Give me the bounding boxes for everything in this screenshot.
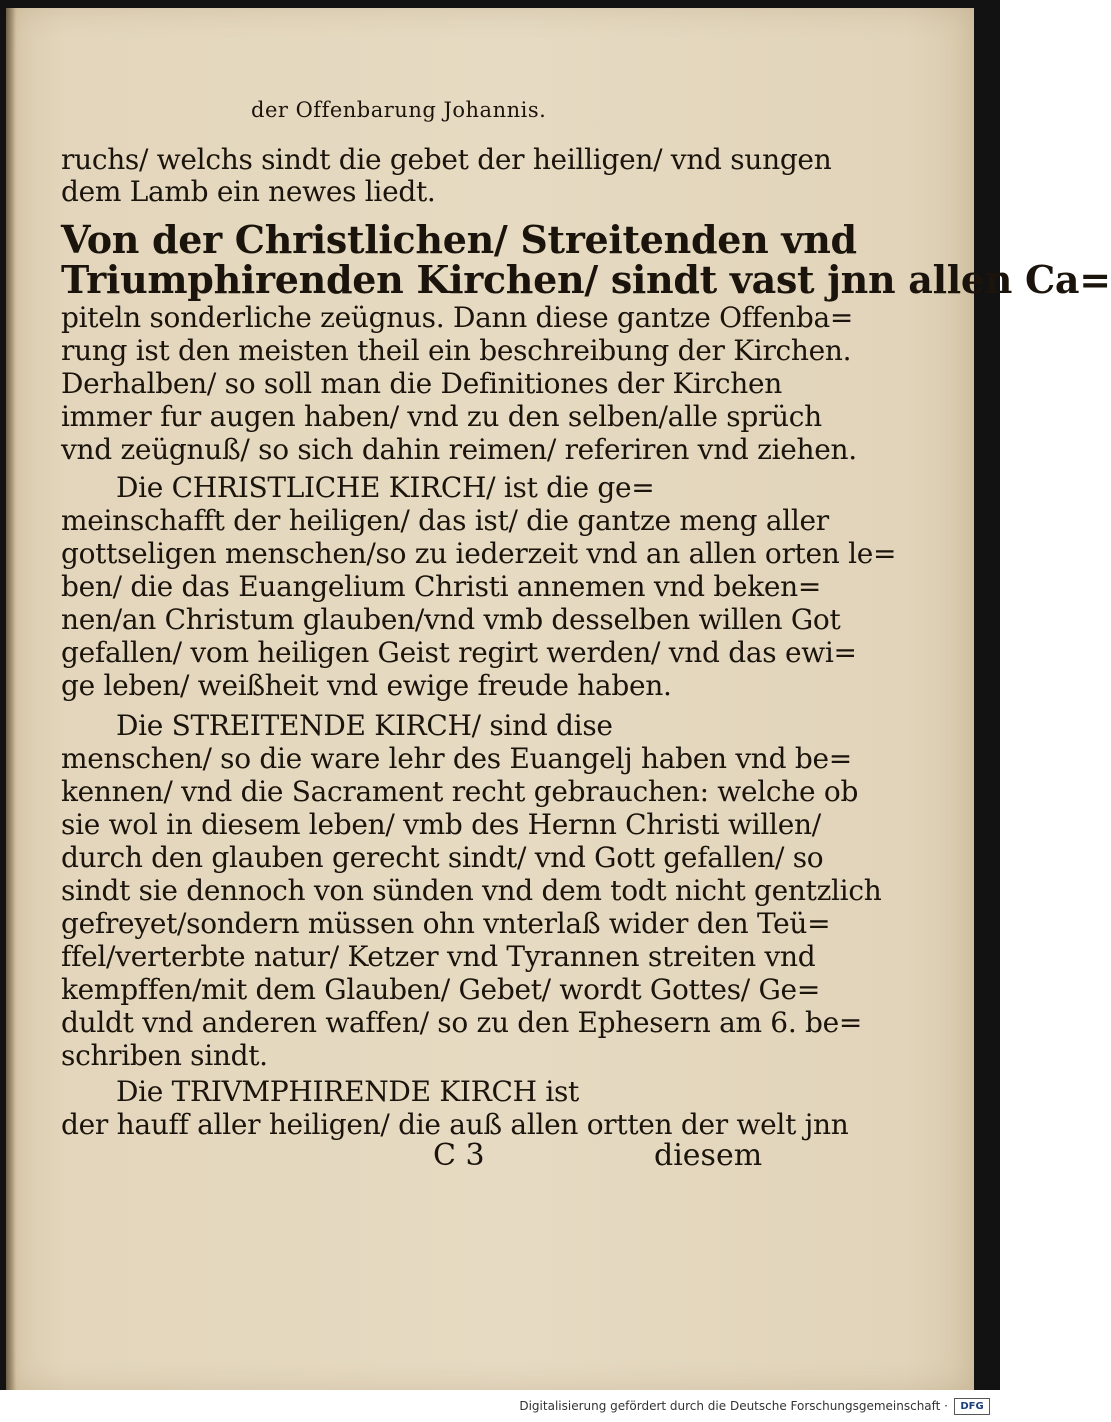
text-line-2: dem Lamb ein newes liedt. [61, 175, 436, 208]
digitization-footer [0, 1390, 1000, 1422]
text-line-12: gottseligen menschen/so zu iederzeit vnd an allen orten le= [61, 537, 897, 570]
text-line-6: rung ist den meisten theil ein beschreibung der Kirchen. [61, 334, 852, 367]
text-line-9: vnd zeügnuß/ so sich dahin reimen/ referiren vnd ziehen. [61, 433, 857, 466]
text-line-29: der hauff aller heiligen/ die auß allen ortten der welt jnn [61, 1108, 849, 1141]
page-footer-line [61, 1138, 763, 1178]
text-line-14: nen/an Christum glauben/vnd vmb desselben willen Got [61, 603, 841, 636]
dfg-logo: DFG [954, 1398, 990, 1415]
text-line-24: ffel/verterbte natur/ Ketzer vnd Tyrannen streiten vnd [61, 940, 816, 973]
text-line-19: kennen/ vnd die Sacrament recht gebrauchen: welche ob [61, 775, 859, 808]
text-line-7: Derhalben/ so soll man die Definitiones der Kirchen [61, 367, 782, 400]
funding-credit: Digitalisierung gefördert durch die Deutsche Forschungsgemeinschaft · [519, 1399, 948, 1413]
text-line-26: duldt vnd anderen waffen/ so zu den Ephesern am 6. be= [61, 1006, 863, 1039]
text-line-20: sie wol in diesem leben/ vmb des Hernn Christi willen/ [61, 808, 821, 841]
running-header: der Offenbarung Johannis. [251, 98, 547, 122]
text-line-22: sindt sie dennoch von sünden vnd dem todt nicht gentzlich [61, 874, 882, 907]
text-line-25: kempffen/mit dem Glauben/ Gebet/ wordt Gottes/ Ge= [61, 973, 820, 1006]
text-line-8: immer fur augen haben/ vnd zu den selben/alle sprüch [61, 400, 822, 433]
text-line-5: piteln sonderliche zeügnus. Dann diese gantze Offenba= [61, 301, 854, 334]
paragraph-christliche-kirch: Die CHRISTLICHE KIRCH/ ist die ge= [116, 471, 655, 504]
paragraph-streitende-kirch: Die STREITENDE KIRCH/ sind dise [116, 709, 613, 742]
book-page [6, 8, 1111, 1390]
text-line-13: ben/ die das Euangelium Christi annemen vnd beken= [61, 570, 822, 603]
text-line-15: gefallen/ vom heiligen Geist regirt werden/ vnd das ewi= [61, 636, 857, 669]
section-heading-line-1: Von der Christlichen/ Streitenden vnd [61, 217, 857, 262]
paragraph-triumphirende-kirch: Die TRIVMPHIRENDE KIRCH ist [116, 1075, 579, 1108]
catchword: diesem [654, 1138, 763, 1173]
text-line-21: durch den glauben gerecht sindt/ vnd Gott gefallen/ so [61, 841, 824, 874]
text-line-23: gefreyet/sondern müssen ohn vnterlaß wider den Teü= [61, 907, 831, 940]
text-line-1: ruchs/ welchs sindt die gebet der heilligen/ vnd sungen [61, 143, 832, 176]
text-line-11: meinschafft der heiligen/ das ist/ die gantze meng aller [61, 504, 829, 537]
text-line-27: schriben sindt. [61, 1039, 268, 1072]
text-line-16: ge leben/ weißheit vnd ewige freude haben. [61, 669, 672, 702]
gutter-shadow [6, 8, 16, 1390]
signature-mark: C 3 [433, 1138, 485, 1173]
section-heading-line-2: Triumphirenden Kirchen/ sindt vast jnn allen Ca= [61, 257, 1111, 302]
text-line-18: menschen/ so die ware lehr des Euangelj haben vnd be= [61, 742, 852, 775]
